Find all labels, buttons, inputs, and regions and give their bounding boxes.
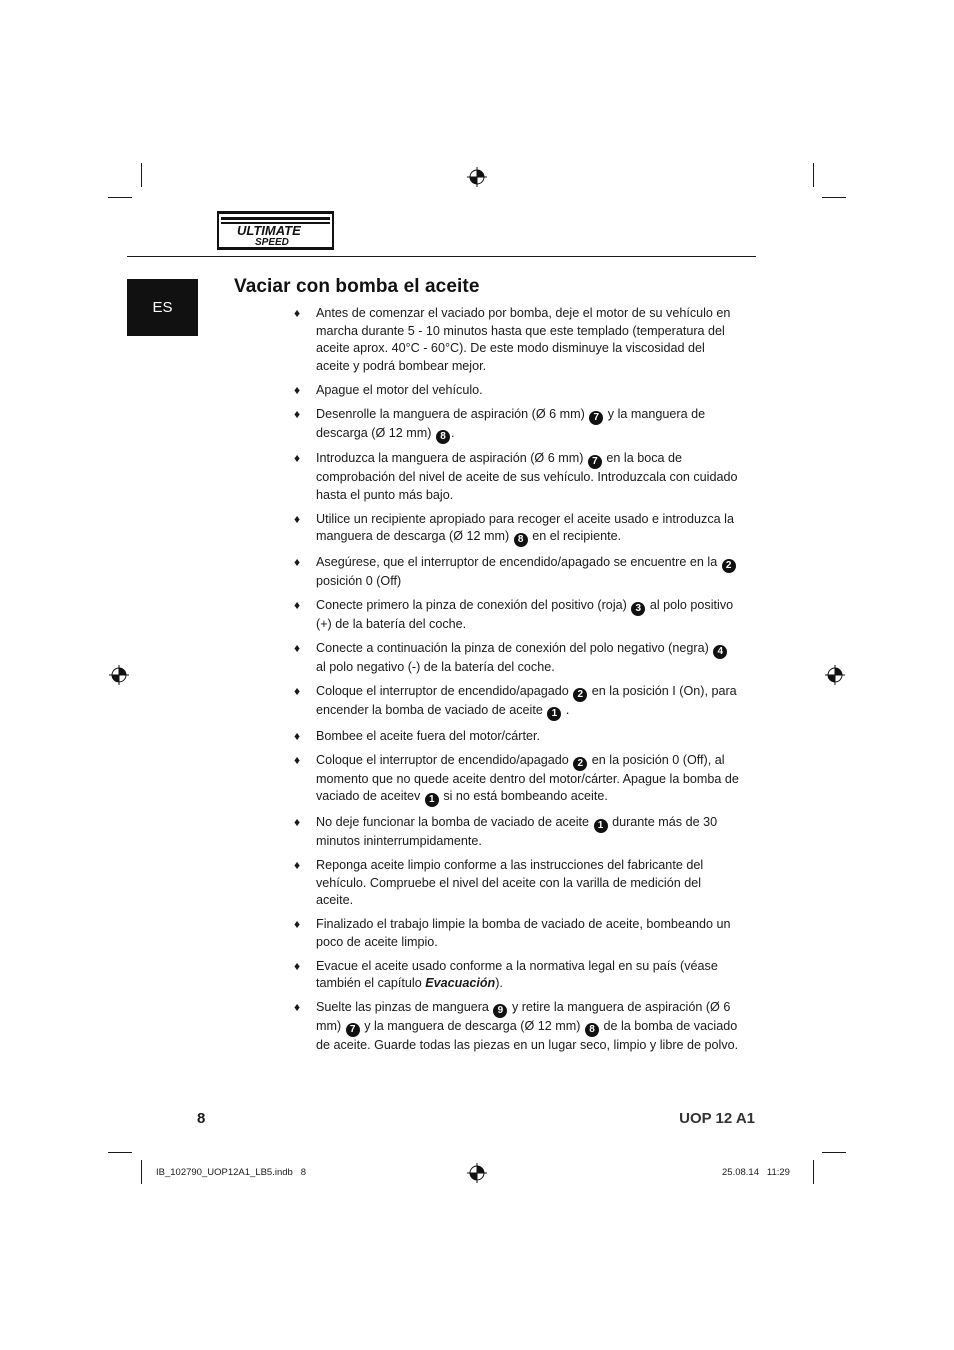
list-item: [294, 752, 740, 808]
step-text: Bombee el aceite fuera del motor/cárter.: [316, 728, 541, 743]
crop-mark: [108, 197, 132, 198]
crop-mark: [813, 1160, 814, 1184]
crop-mark: [822, 197, 846, 198]
logo-line2: SPEED: [255, 237, 289, 248]
step-text-part: Utilice un recipiente apropiado para recoger el aceite usado e introduzca la manguera de descarga (Ø 12 mm): [316, 511, 734, 544]
registration-mark-icon: [467, 1163, 487, 1183]
part-number-badge: 2: [573, 688, 587, 702]
diamond-bullet-icon: ♦: [294, 752, 301, 767]
step-text: [316, 511, 740, 548]
part-number-badge: 7: [346, 1023, 360, 1037]
step-text-part: en la posición 0 (Off), al momento que no quede aceite dentro del motor/cárter. Apague la bomba de vaciado de aceitev: [316, 752, 739, 804]
diamond-bullet-icon: ♦: [294, 815, 301, 830]
step-text: Antes de comenzar el vaciado por bomba, deje el motor de su vehículo en marcha durante 5 - 10 minutos hasta que este templado (temperatura del aceite aprox. 40°C - 60°C). De este modo disminuye la viscosidad del aceite y podrá bombear mejor.: [316, 306, 731, 373]
diamond-bullet-icon: ♦: [294, 917, 301, 932]
diamond-bullet-icon: ♦: [294, 554, 301, 569]
diamond-bullet-icon: ♦: [294, 684, 301, 699]
part-number-badge: 1: [547, 707, 561, 721]
list-item: [294, 305, 740, 375]
part-number-badge: 2: [722, 559, 736, 573]
crop-mark: [108, 1152, 132, 1153]
registration-mark-icon: [825, 665, 845, 685]
step-text-part: de la bomba de vaciado de aceite. Guarde todas las piezas en un lugar seco, limpio y libre de polvo.: [316, 1019, 739, 1053]
diamond-bullet-icon: ♦: [294, 858, 301, 873]
part-number-badge: 8: [585, 1023, 599, 1037]
step-text: [316, 640, 740, 677]
part-number-badge: 4: [713, 645, 727, 659]
list-item: [294, 999, 740, 1055]
list-item: [294, 916, 740, 951]
crop-mark: [141, 1160, 142, 1184]
list-item: [294, 857, 740, 910]
crop-mark: [822, 1152, 846, 1153]
step-text: Finalizado el trabajo limpie la bomba de vaciado de aceite, bombeando un poco de aceite limpio.: [316, 917, 731, 949]
list-item: [294, 406, 740, 444]
step-text-part: y la manguera de descarga (Ø 12 mm): [316, 406, 706, 440]
list-item: [294, 728, 740, 746]
step-text: Reponga aceite limpio conforme a las instrucciones del fabricante del vehículo. Compruebe el nivel del aceite con la varilla de medición del aceite.: [316, 858, 704, 908]
page-number: 8: [197, 1110, 206, 1127]
list-item: [294, 640, 740, 677]
part-number-badge: 8: [436, 430, 450, 444]
chapter-reference: Evacuación: [425, 976, 496, 991]
step-text-part: si no está bombeando aceite.: [443, 789, 608, 804]
step-text: [316, 683, 740, 721]
diamond-bullet-icon: ♦: [294, 958, 301, 973]
step-text: [316, 814, 740, 851]
step-text-part: en el recipiente.: [532, 529, 622, 544]
section-title: Vaciar con bomba el aceite: [234, 276, 480, 297]
step-text: Apague el motor del vehículo.: [316, 382, 483, 397]
list-item: [294, 554, 740, 591]
step-text-part: .: [450, 425, 455, 440]
header-rule: [127, 256, 756, 257]
part-number-badge: 3: [631, 602, 645, 616]
diamond-bullet-icon: ♦: [294, 598, 301, 613]
step-text: [316, 958, 740, 993]
part-number-badge: 8: [514, 533, 528, 547]
step-text: [316, 597, 740, 634]
part-number-badge: 2: [573, 757, 587, 771]
step-text-part: Conecte primero la pinza de conexión del positivo (roja): [316, 598, 627, 613]
part-number-badge: 1: [594, 819, 608, 833]
diamond-bullet-icon: ♦: [294, 306, 301, 320]
step-text-part: Conecte a continuación la pinza de conexión del polo negativo (negra): [316, 641, 709, 656]
instruction-list: [294, 305, 740, 1062]
step-text-part: Coloque el interruptor de encendido/apagado: [316, 684, 569, 699]
diamond-bullet-icon: ♦: [294, 451, 301, 466]
language-tab: ES: [127, 279, 198, 336]
slug-filename: IB_102790_UOP12A1_LB5.indb 8: [156, 1167, 307, 1178]
step-text-part: .: [565, 703, 570, 718]
step-text-part: posición 0 (Off): [316, 573, 402, 588]
diamond-bullet-icon: ♦: [294, 382, 301, 397]
list-item: [294, 814, 740, 851]
slug-timestamp: 25.08.14 11:29: [722, 1167, 790, 1178]
list-item: [294, 382, 740, 400]
step-text: [316, 406, 740, 444]
step-text-part: al polo negativo (-) de la batería del coche.: [316, 660, 555, 675]
crop-mark: [813, 163, 814, 187]
diamond-bullet-icon: ♦: [294, 406, 301, 421]
diamond-bullet-icon: ♦: [294, 728, 301, 743]
part-number-badge: 9: [493, 1004, 507, 1018]
step-text: [316, 554, 740, 591]
registration-mark-icon: [467, 167, 487, 187]
diamond-bullet-icon: ♦: [294, 1000, 301, 1015]
list-item: [294, 683, 740, 721]
step-text-part: Suelte las pinzas de manguera: [316, 1000, 489, 1015]
registration-mark-icon: [109, 665, 129, 685]
model-name: UOP 12 A1: [679, 1110, 755, 1127]
list-item: [294, 597, 740, 634]
ultimate-speed-logo: [217, 211, 334, 250]
step-text: [316, 752, 740, 808]
step-text: [316, 999, 740, 1055]
step-text-part: ).: [495, 976, 503, 991]
step-text-part: No deje funcionar la bomba de vaciado de aceite: [316, 815, 590, 830]
step-text-part: Asegúrese, que el interruptor de encendido/apagado se encuentre en la: [316, 554, 718, 569]
diamond-bullet-icon: ♦: [294, 511, 301, 526]
step-text-part: y la manguera de descarga (Ø 12 mm): [364, 1019, 581, 1034]
step-text-part: en la posición I (On), para encender la bomba de vaciado de aceite: [316, 684, 737, 718]
step-text: [316, 450, 740, 504]
part-number-badge: 7: [588, 455, 602, 469]
part-number-badge: 1: [425, 793, 439, 807]
step-text-part: durante más de 30 minutos ininterrumpidamente.: [316, 815, 718, 849]
step-text-part: Desenrolle la manguera de aspiración (Ø 6 mm): [316, 406, 585, 421]
step-text-part: Coloque el interruptor de encendido/apagado: [316, 752, 569, 767]
step-text-part: Introduzca la manguera de aspiración (Ø 6 mm): [316, 451, 584, 466]
step-text-part: en la boca de comprobación del nivel de aceite de sus vehículo. Introduzcala con cuidado hasta el punto más bajo.: [316, 451, 738, 502]
logo-line1: ULTIMATE: [237, 223, 301, 238]
list-item: [294, 450, 740, 504]
part-number-badge: 7: [589, 411, 603, 425]
list-item: [294, 511, 740, 548]
step-text-part: al polo positivo (+) de la batería del coche.: [316, 598, 734, 632]
step-text-part: y retire la manguera de aspiración (Ø 6 mm): [316, 1000, 731, 1034]
step-text-part: Evacue el aceite usado conforme a la normativa legal en su país (véase también el capítulo: [316, 958, 718, 991]
diamond-bullet-icon: ♦: [294, 641, 301, 656]
crop-mark: [141, 163, 142, 187]
list-item: [294, 958, 740, 993]
